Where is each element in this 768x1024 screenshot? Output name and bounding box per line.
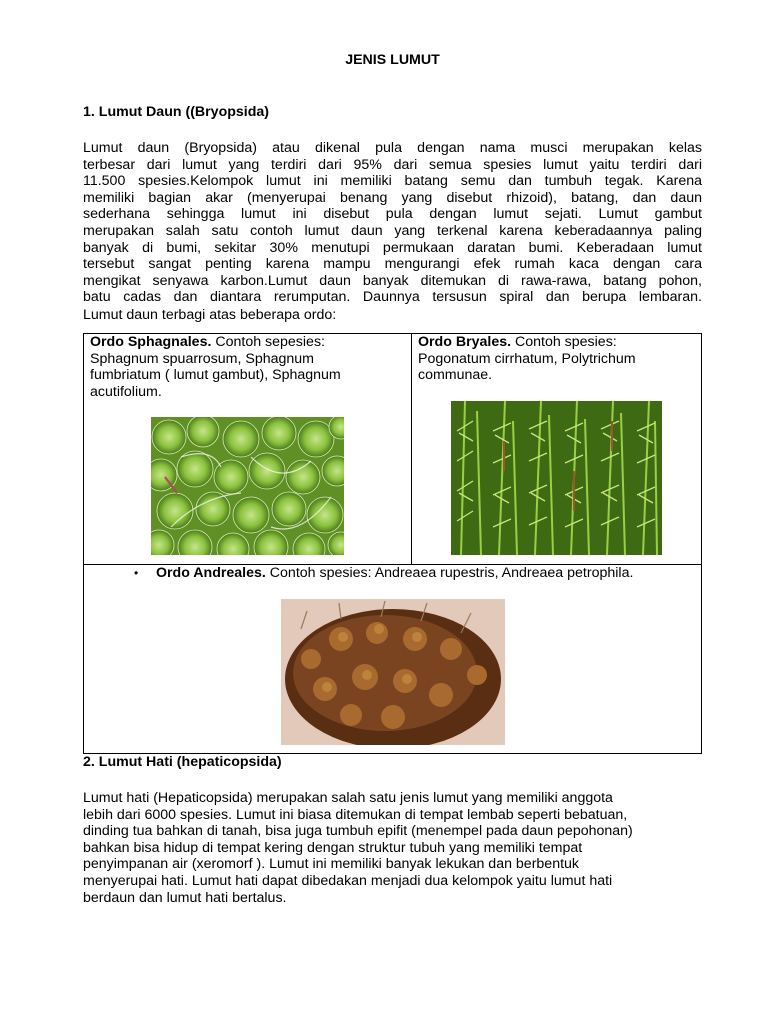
document-title: JENIS LUMUT bbox=[345, 52, 440, 68]
sphagnales-line: acutifolium. bbox=[90, 383, 162, 400]
paragraph-line: penyimpanan air (xeromorf ). Lumut ini memiliki banyak lekukan dan berbentuk bbox=[83, 856, 580, 873]
table-row bbox=[84, 334, 701, 565]
paragraph-line: Lumut daun (Bryopsida) atau dikenal pula dengan nama musci merupakan kelas bbox=[83, 140, 702, 156]
paragraph-line: 11.500 spesies.Kelompok lumut ini memiliki batang semu dan tumbuh tegak. Karena bbox=[83, 173, 702, 190]
table-row bbox=[84, 565, 701, 753]
ordo-table bbox=[83, 333, 702, 754]
cell-sphagnales bbox=[84, 334, 412, 564]
paragraph-line: mengikat senyawa karbon.Lumut daun banyak ditemukan di rawa-rawa, batang pohon, bbox=[83, 272, 702, 289]
paragraph-line: Lumut daun terbagi atas beberapa ordo: bbox=[83, 307, 337, 323]
paragraph-line: batu cadas dan diantara rerumputan. Daunnya tersusun spiral dan berupa lembaran. bbox=[83, 289, 702, 306]
sphagnales-line: Contoh sepesies: bbox=[211, 334, 325, 350]
bullet-marker: • bbox=[134, 566, 139, 580]
section-heading-lumut-daun: 1. Lumut Daun ((Bryopsida) bbox=[83, 104, 270, 120]
andreales-line: Contoh spesies: Andreaea rupestris, Andreaea petrophila. bbox=[265, 565, 634, 581]
paragraph-line: banyak di bumi, sekitar 30% menutupi permukaan daratan bumi. Keberadaan lumut bbox=[83, 239, 702, 256]
andreales-title: Ordo Andreales. bbox=[156, 565, 266, 581]
bryales-moss-photo bbox=[451, 401, 662, 555]
bryales-line: communae. bbox=[418, 367, 493, 384]
paragraph-line: lebih dari 6000 spesies. Lumut ini biasa ditemukan di tempat lembab seperti bebatuan, bbox=[83, 806, 628, 823]
sphagnales-line: fumbriatum ( lumut gambut), Sphagnum bbox=[90, 367, 341, 384]
sphagnales-text bbox=[90, 334, 405, 400]
cell-bryales bbox=[412, 334, 702, 564]
paragraph-line: Lumut hati (Hepaticopsida) merupakan salah satu jenis lumut yang memiliki anggota bbox=[83, 790, 613, 806]
paragraph-line: merupakan salah satu contoh lumut daun yang terkenal karena keberadaannya paling bbox=[83, 222, 702, 239]
sphagnales-title: Ordo Sphagnales. bbox=[90, 334, 212, 350]
andreales-text bbox=[134, 565, 634, 582]
paragraph-line: memiliki bagian akar (menyerupai benang yang disebut rhizoid), batang, dan daun bbox=[83, 189, 702, 206]
bryales-line: Pogonatum cirrhatum, Polytrichum bbox=[418, 350, 636, 367]
section-heading-lumut-hati: 2. Lumut Hati (hepaticopsida) bbox=[83, 754, 282, 770]
paragraph-lumut-daun bbox=[83, 140, 702, 306]
paragraph-line: terbesar dari lumut yang terdiri dari 95% dari semua spesies lumut yaitu terdiri dari bbox=[83, 156, 702, 173]
andreales-moss-photo bbox=[281, 599, 505, 745]
paragraph-lumut-hati bbox=[83, 790, 702, 906]
bryales-text bbox=[418, 334, 696, 384]
bryales-title: Ordo Bryales. bbox=[418, 334, 512, 350]
bryales-line: Contoh spesies: bbox=[511, 334, 617, 350]
sphagnales-line: Sphagnum spuarrosum, Sphagnum bbox=[90, 350, 314, 367]
sphagnum-moss-photo bbox=[151, 417, 344, 555]
paragraph-line: berdaun dan lumut hati bertalus. bbox=[83, 889, 287, 906]
cell-andreales bbox=[84, 565, 701, 753]
paragraph-line: sederhana sehingga lumut ini disebut pula dengan lumut sejati. Lumut gambut bbox=[83, 206, 702, 223]
paragraph-line: dinding tua bahkan di tanah, bisa juga tumbuh epifit (menempel pada daun pepohonan) bbox=[83, 823, 633, 840]
paragraph-line: bahkan bisa hidup di tempat kering dengan struktur tubuh yang memiliki tempat bbox=[83, 839, 583, 856]
paragraph-line: tersebut sangat penting karena mampu mengurangi efek rumah kaca dengan cara bbox=[83, 256, 702, 273]
paragraph-line: menyerupai hati. Lumut hati dapat dibedakan menjadi dua kelompok yaitu lumut hati bbox=[83, 872, 613, 889]
